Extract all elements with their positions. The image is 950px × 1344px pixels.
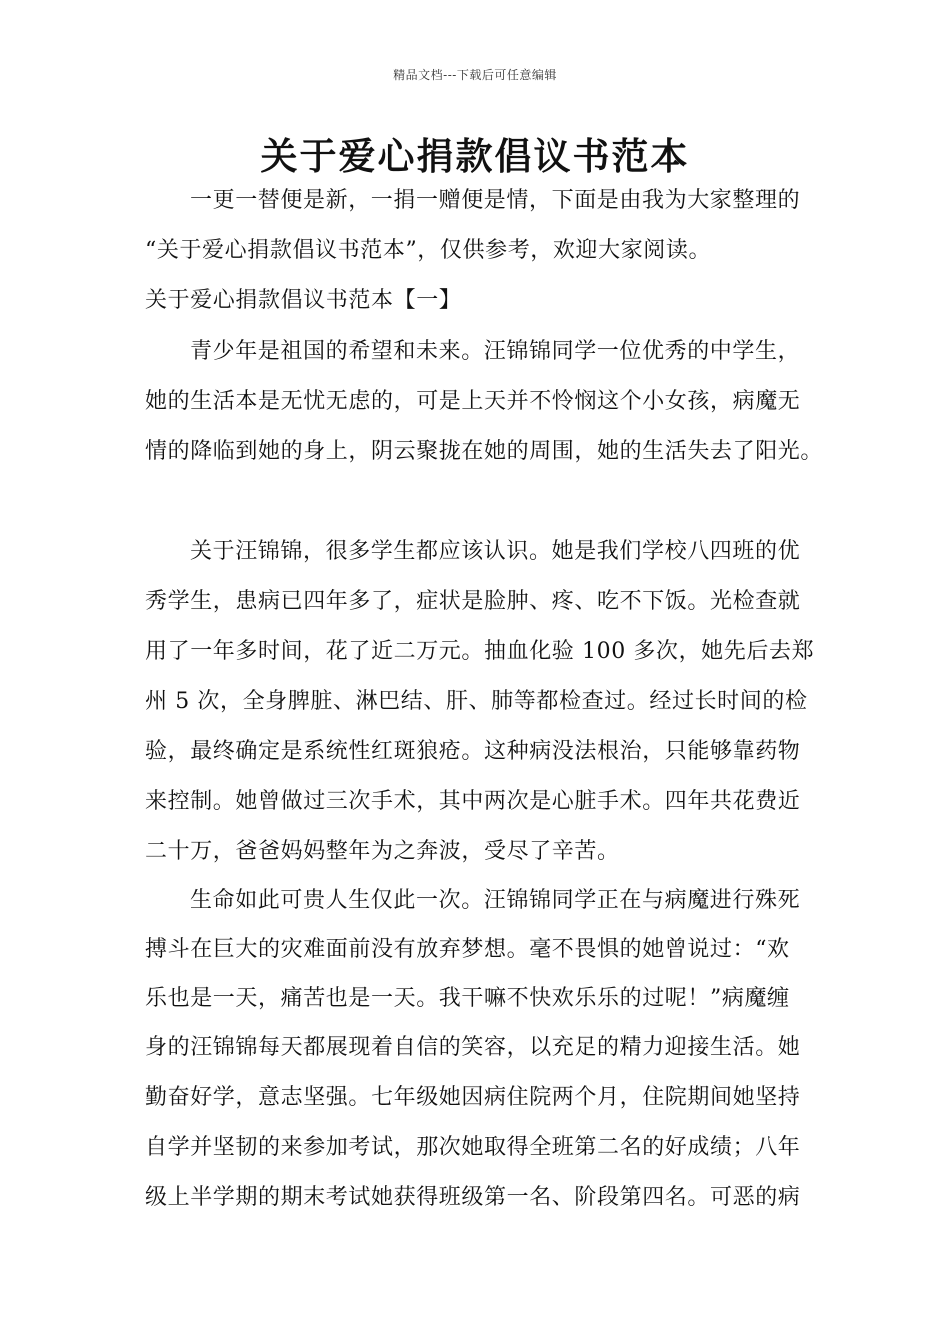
text-line: 身的汪锦锦每天都展现着自信的笑容，以充足的精力迎接生活。她 — [145, 1035, 801, 1060]
text-line: 青少年是祖国的希望和未来。汪锦锦同学一位优秀的中学生， — [190, 339, 801, 364]
text-line: 她的生活本是无忧无虑的，可是上天并不怜悯这个小女孩，病魔无 — [145, 389, 801, 414]
text-line: 勤奋好学，意志坚强。七年级她因病住院两个月，住院期间她坚持 — [145, 1085, 801, 1110]
text-line: 州 5 次，全身脾脏、淋巴结、肝、肺等都检查过。经过长时间的检 — [145, 689, 808, 714]
document-title: 关于爱心捐款倡议书范本 — [260, 135, 690, 178]
text-line: “关于爱心捐款倡议书范本”，仅供参考，欢迎大家阅读。 — [145, 238, 712, 263]
text-line: 关于汪锦锦，很多学生都应该认识。她是我们学校八四班的优 — [190, 539, 801, 564]
text-line: 秀学生，患病已四年多了，症状是脸肿、疼、吃不下饭。光检查就 — [145, 589, 801, 614]
text-line: 一更一替便是新，一捐一赠便是情，下面是由我为大家整理的 — [190, 188, 801, 213]
section-heading: 关于爱心捐款倡议书范本【一】 — [145, 288, 462, 313]
text-line: 生命如此可贵人生仅此一次。汪锦锦同学正在与病魔进行殊死 — [190, 888, 801, 913]
text-line: 情的降临到她的身上，阴云聚拢在她的周围，她的生活失去了阳光。 — [145, 439, 824, 464]
header-note: 精品文档---下载后可任意编辑 — [393, 68, 557, 82]
text-line: 验，最终确定是系统性红斑狼疮。这种病没法根治，只能够靠药物 — [145, 739, 801, 764]
text-line: 来控制。她曾做过三次手术，其中两次是心脏手术。四年共花费近 — [145, 789, 801, 814]
text-line: 级上半学期的期末考试她获得班级第一名、阶段第四名。可恶的病 — [145, 1185, 801, 1210]
text-line: 二十万，爸爸妈妈整年为之奔波，受尽了辛苦。 — [145, 839, 620, 864]
text-line: 用了一年多时间，花了近二万元。抽血化验 100 多次，她先后去郑 — [145, 639, 815, 664]
text-line: 搏斗在巨大的灾难面前没有放弃梦想。毫不畏惧的她曾说过：“欢 — [145, 937, 790, 962]
text-line: 乐也是一天，痛苦也是一天。我干嘛不快欢乐乐的过呢！”病魔缠 — [145, 986, 790, 1011]
text-line: 自学并坚韧的来参加考试，那次她取得全班第二名的好成绩；八年 — [145, 1135, 801, 1160]
